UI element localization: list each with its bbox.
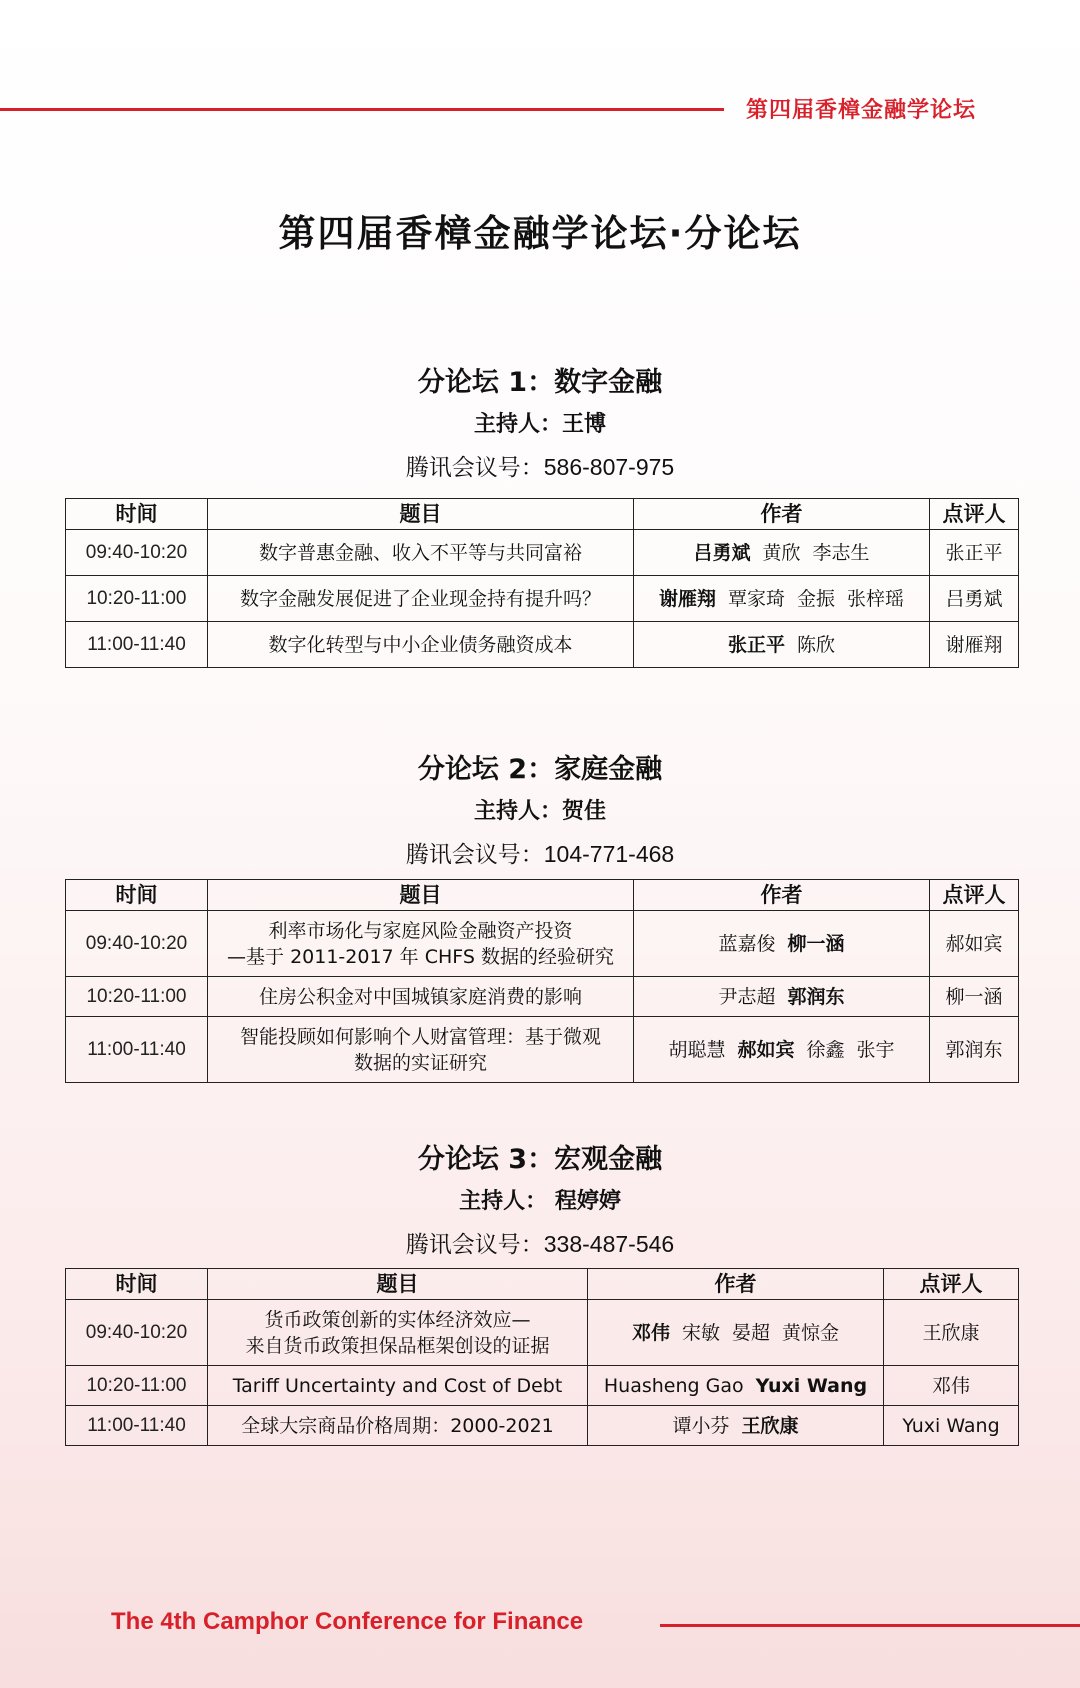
author-name: Huasheng Gao [603,1374,744,1397]
reviewer-name: 邓伟 [884,1366,1019,1406]
presenting-author: 张正平 [727,633,785,656]
header-authors: 作者 [634,499,930,530]
header-topic: 题目 [208,880,634,911]
paper-authors [634,576,930,622]
topic-line: Tariff Uncertainty and Cost of Debt [232,1374,563,1397]
header-label: 第四届香樟金融学论坛 [746,98,977,123]
reviewer-name: 郝如宾 [930,911,1019,977]
session-host: 主持人：王博 [473,412,606,437]
author-name: 李志生 [812,541,870,564]
paper-topic [208,911,634,977]
table-header-row [66,1269,1019,1300]
session-2-table [65,879,1019,1083]
paper-authors [634,977,930,1017]
author-name: 尹志超 [718,985,776,1008]
session-time: 10:20-11:00 [66,1366,208,1406]
author-name: 黄欣 [762,541,801,564]
author-name: 覃家琦 [727,587,785,610]
presenting-author: 郝如宾 [737,1038,795,1061]
session-host: 主持人： 程婷婷 [459,1189,621,1214]
reviewer-name: 柳一涵 [930,977,1019,1017]
paper-topic [208,1366,588,1406]
header-authors: 作者 [634,880,930,911]
table-row [66,1300,1019,1366]
paper-authors [588,1406,884,1446]
header-time: 时间 [66,880,208,911]
table-row [66,1017,1019,1083]
presenting-author: 郭润东 [787,985,845,1008]
header-time: 时间 [66,499,208,530]
session-host: 主持人：贺佳 [473,799,606,824]
paper-topic [208,1300,588,1366]
author-name: 宋敏 [681,1321,720,1344]
reviewer-name: Yuxi Wang [884,1406,1019,1446]
presenting-author: 王欣康 [741,1414,799,1437]
table-row [66,576,1019,622]
session-time: 10:20-11:00 [66,977,208,1017]
author-name: 徐鑫 [806,1038,845,1061]
header-reviewer: 点评人 [884,1269,1019,1300]
topic-line: 来自货币政策担保品框架创设的证据 [245,1334,550,1357]
author-name: 胡聪慧 [668,1038,726,1061]
table-row [66,911,1019,977]
table-row [66,1406,1019,1446]
topic-line: 数字普惠金融、收入不平等与共同富裕 [258,541,582,564]
session-time: 09:40-10:20 [66,530,208,576]
reviewer-name: 谢雁翔 [930,622,1019,668]
session-2-heading [0,748,1080,876]
session-time: 11:00-11:40 [66,1406,208,1446]
table-header-row [66,880,1019,911]
session-3-heading [0,1138,1080,1266]
header-authors: 作者 [588,1269,884,1300]
topic-line: 智能投顾如何影响个人财富管理：基于微观 [239,1025,601,1048]
presenting-author: 邓伟 [631,1321,670,1344]
paper-topic [208,622,634,668]
paper-authors [634,530,930,576]
table-row [66,977,1019,1017]
session-meeting-id: 腾讯会议号：104-771-468 [405,841,675,867]
paper-authors [588,1366,884,1406]
session-time: 10:20-11:00 [66,576,208,622]
header-rule [0,108,724,111]
paper-topic [208,530,634,576]
topic-line: —基于 2011-2017 年 CHFS 数据的经验研究 [227,945,614,968]
author-name: 张宇 [856,1038,895,1061]
reviewer-name: 王欣康 [884,1300,1019,1366]
session-title: 分论坛 3：宏观金融 [417,1144,663,1175]
reviewer-name: 吕勇斌 [930,576,1019,622]
reviewer-name: 郭润东 [930,1017,1019,1083]
paper-topic [208,977,634,1017]
author-name: 谭小芬 [672,1414,730,1437]
session-1-heading [0,361,1080,489]
paper-topic [208,576,634,622]
topic-line: 数据的实证研究 [353,1051,487,1074]
presenting-author: Yuxi Wang [755,1374,868,1397]
presenting-author: 谢雁翔 [658,587,716,610]
table-row [66,622,1019,668]
table-row [66,530,1019,576]
table-header-row [66,499,1019,530]
header-time: 时间 [66,1269,208,1300]
paper-authors [634,911,930,977]
author-name: 张梓瑶 [847,587,905,610]
session-time: 09:40-10:20 [66,1300,208,1366]
session-meeting-id: 腾讯会议号：586-807-975 [405,454,675,480]
topic-line: 数字金融发展促进了企业现金持有提升吗？ [239,587,601,610]
topic-line: 利率市场化与家庭风险金融资产投资 [268,919,573,942]
presenting-author: 柳一涵 [787,932,845,955]
session-time: 11:00-11:40 [66,1017,208,1083]
topic-line: 数字化转型与中小企业债务融资成本 [268,633,573,656]
paper-topic [208,1406,588,1446]
session-title: 分论坛 1：数字金融 [417,367,663,398]
session-time: 09:40-10:20 [66,911,208,977]
author-name: 晏超 [732,1321,771,1344]
footer-label: The 4th Camphor Conference for Finance [111,1608,584,1635]
author-name: 金振 [797,587,836,610]
author-name: 黄惊金 [782,1321,840,1344]
header-topic: 题目 [208,499,634,530]
session-meeting-id: 腾讯会议号：338-487-546 [405,1231,675,1257]
session-3-table [65,1268,1019,1446]
header-reviewer: 点评人 [930,880,1019,911]
topic-line: 住房公积金对中国城镇家庭消费的影响 [258,985,582,1008]
paper-authors [634,622,930,668]
topic-line: 货币政策创新的实体经济效应— [264,1308,531,1331]
session-1-table [65,498,1019,668]
author-name: 陈欣 [797,633,836,656]
reviewer-name: 张正平 [930,530,1019,576]
header-topic: 题目 [208,1269,588,1300]
presenting-author: 吕勇斌 [693,541,751,564]
table-row [66,1366,1019,1406]
author-name: 蓝嘉俊 [718,932,776,955]
footer-rule [660,1624,1080,1627]
page-title: 第四届香樟金融学论坛·分论坛 [278,212,802,255]
session-time: 11:00-11:40 [66,622,208,668]
paper-authors [588,1300,884,1366]
paper-topic [208,1017,634,1083]
session-title: 分论坛 2：家庭金融 [417,754,663,785]
topic-line: 全球大宗商品价格周期：2000-2021 [241,1414,554,1437]
paper-authors [634,1017,930,1083]
header-reviewer: 点评人 [930,499,1019,530]
